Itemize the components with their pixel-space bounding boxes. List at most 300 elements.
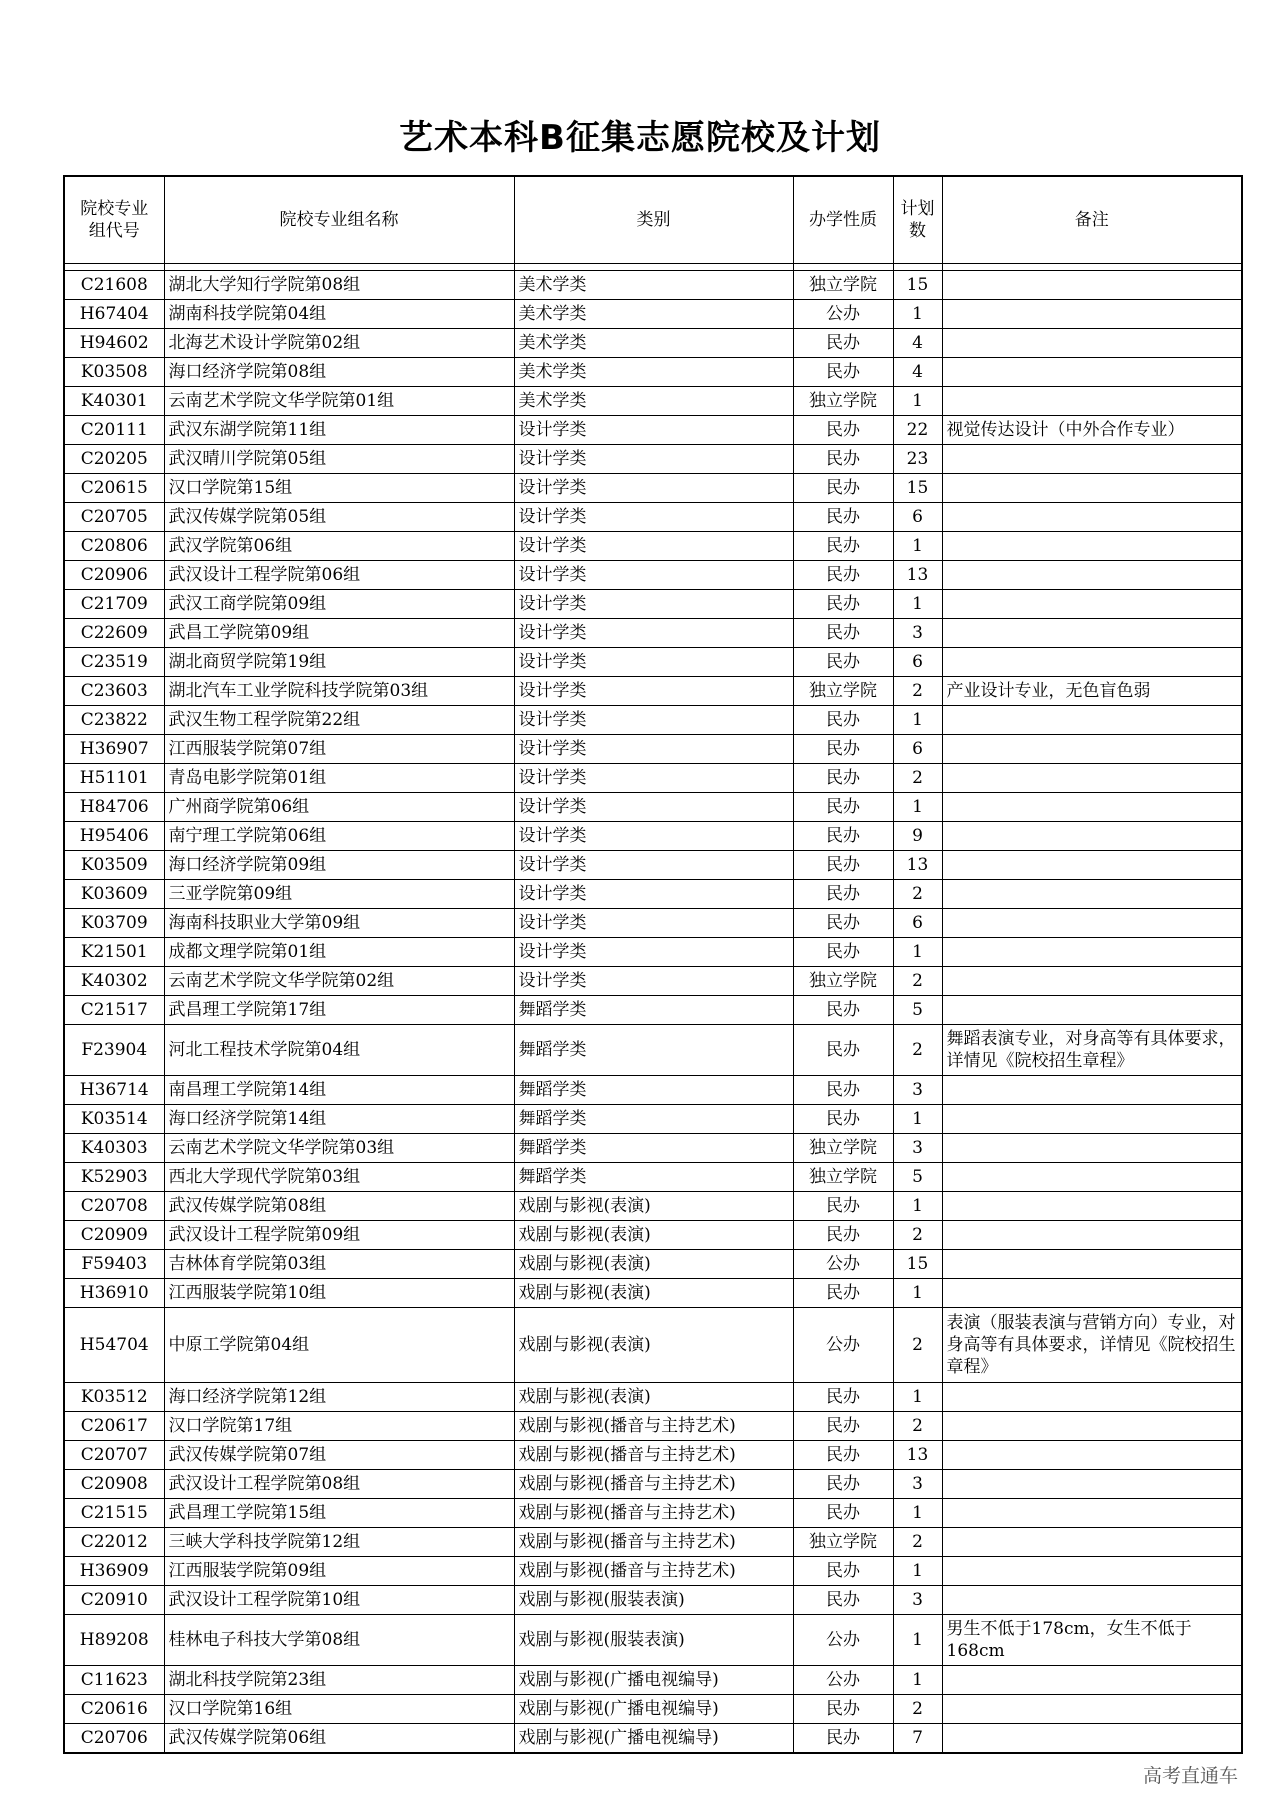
cell-code: C20806 — [64, 532, 164, 561]
cell-category: 戏剧与影视(广播电视编导) — [514, 1666, 793, 1695]
cell-name: 江西服装学院第09组 — [164, 1557, 514, 1586]
cell-note — [942, 1076, 1242, 1105]
table-row — [64, 938, 1242, 967]
cell-note — [942, 387, 1242, 416]
cell-code: C21517 — [64, 996, 164, 1025]
table-row — [64, 1250, 1242, 1279]
cell-category: 舞蹈学类 — [514, 1105, 793, 1134]
cell-plan: 4 — [893, 358, 942, 387]
cell-code: C20708 — [64, 1192, 164, 1221]
cell-plan: 15 — [893, 271, 942, 300]
cell-note — [942, 851, 1242, 880]
cell-code: C21608 — [64, 271, 164, 300]
cell-note: 表演（服装表演与营销方向）专业，对身高等有具体要求，详情见《院校招生章程》 — [942, 1308, 1242, 1383]
table-row — [64, 271, 1242, 300]
plan-table — [63, 175, 1243, 1754]
cell-code: C22012 — [64, 1528, 164, 1557]
cell-category: 美术学类 — [514, 387, 793, 416]
cell-nature: 民办 — [793, 996, 893, 1025]
cell-name: 江西服装学院第10组 — [164, 1279, 514, 1308]
cell-category: 戏剧与影视(播音与主持艺术) — [514, 1412, 793, 1441]
cell-note — [942, 648, 1242, 677]
cell-category: 美术学类 — [514, 271, 793, 300]
cell-plan: 2 — [893, 967, 942, 996]
cell-name: 湖北商贸学院第19组 — [164, 648, 514, 677]
cell-nature: 民办 — [793, 619, 893, 648]
cell-note — [942, 358, 1242, 387]
cell-category: 设计学类 — [514, 793, 793, 822]
cell-code: C20707 — [64, 1441, 164, 1470]
cell-code: C11623 — [64, 1666, 164, 1695]
table-row — [64, 648, 1242, 677]
cell-note — [942, 590, 1242, 619]
cell-name: 海口经济学院第08组 — [164, 358, 514, 387]
cell-code: H36909 — [64, 1557, 164, 1586]
cell-name: 湖北汽车工业学院科技学院第03组 — [164, 677, 514, 706]
cell-plan: 1 — [893, 1383, 942, 1412]
cell-note — [942, 1695, 1242, 1724]
cell-category: 戏剧与影视(广播电视编导) — [514, 1724, 793, 1754]
cell-name: 武汉学院第06组 — [164, 532, 514, 561]
cell-nature: 独立学院 — [793, 677, 893, 706]
cell-code: C20205 — [64, 445, 164, 474]
cell-name: 南宁理工学院第06组 — [164, 822, 514, 851]
cell-name: 湖北科技学院第23组 — [164, 1666, 514, 1695]
table-row — [64, 1279, 1242, 1308]
cell-category: 设计学类 — [514, 677, 793, 706]
cell-name: 海口经济学院第09组 — [164, 851, 514, 880]
cell-nature: 民办 — [793, 416, 893, 445]
cell-code: K03609 — [64, 880, 164, 909]
table-row — [64, 503, 1242, 532]
cell-category: 设计学类 — [514, 822, 793, 851]
cell-note — [942, 1666, 1242, 1695]
cell-plan: 1 — [893, 793, 942, 822]
cell-nature: 民办 — [793, 561, 893, 590]
cell-note — [942, 1105, 1242, 1134]
cell-category: 舞蹈学类 — [514, 1134, 793, 1163]
cell-plan: 2 — [893, 764, 942, 793]
cell-category: 戏剧与影视(表演) — [514, 1279, 793, 1308]
table-row — [64, 1105, 1242, 1134]
cell-plan: 1 — [893, 938, 942, 967]
cell-code: C20706 — [64, 1724, 164, 1754]
cell-category: 美术学类 — [514, 300, 793, 329]
cell-name: 云南艺术学院文华学院第01组 — [164, 387, 514, 416]
watermark: 高考直通车 — [1142, 1765, 1238, 1787]
cell-category: 设计学类 — [514, 619, 793, 648]
cell-code: C23519 — [64, 648, 164, 677]
cell-note — [942, 1163, 1242, 1192]
cell-nature: 民办 — [793, 706, 893, 735]
cell-code: C23603 — [64, 677, 164, 706]
cell-plan: 13 — [893, 1441, 942, 1470]
table-row — [64, 1528, 1242, 1557]
cell-nature: 民办 — [793, 1412, 893, 1441]
cell-name: 武汉东湖学院第11组 — [164, 416, 514, 445]
cell-category: 美术学类 — [514, 329, 793, 358]
cell-nature: 独立学院 — [793, 387, 893, 416]
cell-category: 设计学类 — [514, 851, 793, 880]
cell-plan: 3 — [893, 619, 942, 648]
table-row — [64, 735, 1242, 764]
cell-nature: 民办 — [793, 909, 893, 938]
cell-category: 设计学类 — [514, 764, 793, 793]
cell-nature: 民办 — [793, 938, 893, 967]
cell-nature: 民办 — [793, 1441, 893, 1470]
cell-plan: 23 — [893, 445, 942, 474]
cell-code: H36907 — [64, 735, 164, 764]
cell-code: H95406 — [64, 822, 164, 851]
cell-nature: 民办 — [793, 1192, 893, 1221]
cell-code: C20906 — [64, 561, 164, 590]
table-row — [64, 1134, 1242, 1163]
cell-nature: 独立学院 — [793, 1134, 893, 1163]
cell-note — [942, 764, 1242, 793]
cell-plan: 2 — [893, 1025, 942, 1076]
cell-category: 设计学类 — [514, 445, 793, 474]
cell-category: 戏剧与影视(表演) — [514, 1383, 793, 1412]
cell-category: 设计学类 — [514, 880, 793, 909]
cell-code: C20908 — [64, 1470, 164, 1499]
table-row — [64, 1586, 1242, 1615]
cell-nature: 民办 — [793, 1499, 893, 1528]
cell-plan: 1 — [893, 387, 942, 416]
cell-category: 戏剧与影视(广播电视编导) — [514, 1695, 793, 1724]
table-row — [64, 1666, 1242, 1695]
cell-code: K21501 — [64, 938, 164, 967]
cell-note — [942, 1586, 1242, 1615]
cell-plan: 6 — [893, 735, 942, 764]
cell-category: 戏剧与影视(表演) — [514, 1221, 793, 1250]
cell-code: K03512 — [64, 1383, 164, 1412]
header-name: 院校专业组名称 — [164, 176, 514, 264]
cell-category: 戏剧与影视(播音与主持艺术) — [514, 1441, 793, 1470]
cell-category: 设计学类 — [514, 532, 793, 561]
cell-plan: 6 — [893, 648, 942, 677]
cell-plan: 5 — [893, 996, 942, 1025]
cell-plan: 2 — [893, 677, 942, 706]
cell-code: C22609 — [64, 619, 164, 648]
cell-note — [942, 1499, 1242, 1528]
cell-category: 舞蹈学类 — [514, 1163, 793, 1192]
cell-nature: 民办 — [793, 822, 893, 851]
cell-category: 舞蹈学类 — [514, 996, 793, 1025]
cell-name: 武汉传媒学院第08组 — [164, 1192, 514, 1221]
cell-code: C20616 — [64, 1695, 164, 1724]
cell-plan: 2 — [893, 1695, 942, 1724]
cell-nature: 民办 — [793, 1470, 893, 1499]
cell-nature: 民办 — [793, 648, 893, 677]
cell-code: F23904 — [64, 1025, 164, 1076]
cell-note — [942, 1557, 1242, 1586]
cell-nature: 民办 — [793, 532, 893, 561]
cell-category: 设计学类 — [514, 706, 793, 735]
cell-plan: 3 — [893, 1470, 942, 1499]
cell-code: C21515 — [64, 1499, 164, 1528]
table-row — [64, 387, 1242, 416]
cell-plan: 1 — [893, 706, 942, 735]
cell-name: 海南科技职业大学第09组 — [164, 909, 514, 938]
cell-note — [942, 1441, 1242, 1470]
cell-name: 青岛电影学院第01组 — [164, 764, 514, 793]
cell-category: 舞蹈学类 — [514, 1025, 793, 1076]
cell-name: 汉口学院第15组 — [164, 474, 514, 503]
cell-note — [942, 619, 1242, 648]
header-category: 类别 — [514, 176, 793, 264]
table-row — [64, 1025, 1242, 1076]
table-row — [64, 561, 1242, 590]
cell-plan: 2 — [893, 1412, 942, 1441]
table-row — [64, 1724, 1242, 1754]
cell-name: 云南艺术学院文华学院第03组 — [164, 1134, 514, 1163]
cell-plan: 6 — [893, 503, 942, 532]
cell-note — [942, 909, 1242, 938]
table-row — [64, 1695, 1242, 1724]
cell-nature: 民办 — [793, 1695, 893, 1724]
cell-category: 设计学类 — [514, 735, 793, 764]
cell-plan: 1 — [893, 1105, 942, 1134]
cell-plan: 2 — [893, 1308, 942, 1383]
cell-name: 武汉生物工程学院第22组 — [164, 706, 514, 735]
cell-category: 戏剧与影视(服装表演) — [514, 1615, 793, 1666]
cell-note: 舞蹈表演专业，对身高等有具体要求，详情见《院校招生章程》 — [942, 1025, 1242, 1076]
cell-name: 湖南科技学院第04组 — [164, 300, 514, 329]
cell-category: 设计学类 — [514, 590, 793, 619]
cell-plan: 6 — [893, 909, 942, 938]
table-row — [64, 619, 1242, 648]
cell-note — [942, 967, 1242, 996]
cell-nature: 公办 — [793, 300, 893, 329]
table-row — [64, 851, 1242, 880]
cell-name: 三亚学院第09组 — [164, 880, 514, 909]
cell-note — [942, 300, 1242, 329]
cell-plan: 1 — [893, 590, 942, 619]
cell-nature: 公办 — [793, 1250, 893, 1279]
table-row — [64, 1163, 1242, 1192]
cell-note: 男生不低于178cm，女生不低于168cm — [942, 1615, 1242, 1666]
cell-nature: 民办 — [793, 590, 893, 619]
table-row — [64, 706, 1242, 735]
cell-category: 设计学类 — [514, 967, 793, 996]
cell-code: K52903 — [64, 1163, 164, 1192]
cell-plan: 2 — [893, 1528, 942, 1557]
cell-plan: 15 — [893, 474, 942, 503]
cell-note: 产业设计专业，无色盲色弱 — [942, 677, 1242, 706]
cell-name: 成都文理学院第01组 — [164, 938, 514, 967]
cell-code: C21709 — [64, 590, 164, 619]
cell-note — [942, 1528, 1242, 1557]
cell-name: 河北工程技术学院第04组 — [164, 1025, 514, 1076]
cell-name: 武昌理工学院第17组 — [164, 996, 514, 1025]
cell-category: 设计学类 — [514, 648, 793, 677]
cell-category: 设计学类 — [514, 909, 793, 938]
cell-code: H67404 — [64, 300, 164, 329]
table-row — [64, 1557, 1242, 1586]
cell-note — [942, 271, 1242, 300]
cell-nature: 独立学院 — [793, 1163, 893, 1192]
cell-nature: 民办 — [793, 1105, 893, 1134]
cell-note — [942, 532, 1242, 561]
cell-plan: 3 — [893, 1076, 942, 1105]
cell-name: 三峡大学科技学院第12组 — [164, 1528, 514, 1557]
cell-nature: 民办 — [793, 1221, 893, 1250]
cell-name: 武昌工学院第09组 — [164, 619, 514, 648]
cell-name: 北海艺术设计学院第02组 — [164, 329, 514, 358]
cell-name: 武汉传媒学院第05组 — [164, 503, 514, 532]
cell-category: 戏剧与影视(表演) — [514, 1250, 793, 1279]
cell-name: 武汉工商学院第09组 — [164, 590, 514, 619]
table-row — [64, 764, 1242, 793]
table-row — [64, 880, 1242, 909]
cell-nature: 民办 — [793, 329, 893, 358]
cell-code: H36714 — [64, 1076, 164, 1105]
cell-note — [942, 503, 1242, 532]
table-row — [64, 1221, 1242, 1250]
cell-name: 吉林体育学院第03组 — [164, 1250, 514, 1279]
table-row — [64, 1441, 1242, 1470]
cell-note — [942, 1383, 1242, 1412]
header-spacer — [64, 264, 1242, 271]
cell-code: H54704 — [64, 1308, 164, 1383]
cell-note — [942, 996, 1242, 1025]
cell-category: 设计学类 — [514, 938, 793, 967]
cell-name: 桂林电子科技大学第08组 — [164, 1615, 514, 1666]
cell-name: 中原工学院第04组 — [164, 1308, 514, 1383]
cell-category: 设计学类 — [514, 416, 793, 445]
cell-note — [942, 938, 1242, 967]
cell-note: 视觉传达设计（中外合作专业） — [942, 416, 1242, 445]
cell-name: 武昌理工学院第15组 — [164, 1499, 514, 1528]
table-row — [64, 909, 1242, 938]
cell-code: C20111 — [64, 416, 164, 445]
cell-nature: 民办 — [793, 1383, 893, 1412]
cell-name: 武汉设计工程学院第08组 — [164, 1470, 514, 1499]
cell-nature: 公办 — [793, 1308, 893, 1383]
cell-code: C20909 — [64, 1221, 164, 1250]
table-row — [64, 445, 1242, 474]
cell-nature: 民办 — [793, 358, 893, 387]
cell-note — [942, 822, 1242, 851]
header-note: 备注 — [942, 176, 1242, 264]
cell-nature: 民办 — [793, 851, 893, 880]
table-row — [64, 1412, 1242, 1441]
cell-nature: 独立学院 — [793, 1528, 893, 1557]
cell-plan: 22 — [893, 416, 942, 445]
cell-note — [942, 1279, 1242, 1308]
cell-name: 武汉设计工程学院第09组 — [164, 1221, 514, 1250]
cell-code: C20910 — [64, 1586, 164, 1615]
table-row — [64, 1470, 1242, 1499]
table-row — [64, 300, 1242, 329]
cell-code: H36910 — [64, 1279, 164, 1308]
cell-name: 广州商学院第06组 — [164, 793, 514, 822]
table-row — [64, 329, 1242, 358]
cell-note — [942, 1192, 1242, 1221]
cell-code: K40302 — [64, 967, 164, 996]
table-row — [64, 1499, 1242, 1528]
cell-category: 设计学类 — [514, 561, 793, 590]
cell-plan: 1 — [893, 532, 942, 561]
cell-name: 海口经济学院第14组 — [164, 1105, 514, 1134]
cell-code: H94602 — [64, 329, 164, 358]
cell-code: H89208 — [64, 1615, 164, 1666]
header-nature: 办学性质 — [793, 176, 893, 264]
cell-nature: 民办 — [793, 474, 893, 503]
table-row — [64, 1308, 1242, 1383]
header-plan: 计划数 — [893, 176, 942, 264]
cell-nature: 民办 — [793, 735, 893, 764]
cell-plan: 2 — [893, 880, 942, 909]
table-row — [64, 996, 1242, 1025]
cell-code: K03509 — [64, 851, 164, 880]
table-row — [64, 677, 1242, 706]
cell-name: 汉口学院第16组 — [164, 1695, 514, 1724]
cell-name: 武汉设计工程学院第10组 — [164, 1586, 514, 1615]
table-row — [64, 474, 1242, 503]
cell-name: 南昌理工学院第14组 — [164, 1076, 514, 1105]
cell-name: 武汉设计工程学院第06组 — [164, 561, 514, 590]
table-row — [64, 1615, 1242, 1666]
cell-plan: 7 — [893, 1724, 942, 1754]
cell-name: 汉口学院第17组 — [164, 1412, 514, 1441]
cell-code: K40303 — [64, 1134, 164, 1163]
cell-category: 戏剧与影视(表演) — [514, 1308, 793, 1383]
table-row — [64, 967, 1242, 996]
cell-code: K03508 — [64, 358, 164, 387]
cell-nature: 民办 — [793, 1586, 893, 1615]
cell-code: K03709 — [64, 909, 164, 938]
cell-name: 武汉传媒学院第06组 — [164, 1724, 514, 1754]
cell-nature: 民办 — [793, 793, 893, 822]
cell-note — [942, 329, 1242, 358]
cell-code: K03514 — [64, 1105, 164, 1134]
cell-category: 设计学类 — [514, 503, 793, 532]
table-row — [64, 1192, 1242, 1221]
page-title: 艺术本科B征集志愿院校及计划 — [399, 118, 881, 158]
cell-category: 戏剧与影视(播音与主持艺术) — [514, 1557, 793, 1586]
cell-note — [942, 735, 1242, 764]
cell-plan: 1 — [893, 1499, 942, 1528]
cell-code: C20705 — [64, 503, 164, 532]
table-row — [64, 793, 1242, 822]
cell-plan: 9 — [893, 822, 942, 851]
cell-nature: 民办 — [793, 503, 893, 532]
cell-plan: 1 — [893, 1615, 942, 1666]
cell-plan: 3 — [893, 1134, 942, 1163]
cell-note — [942, 1134, 1242, 1163]
cell-plan: 13 — [893, 561, 942, 590]
cell-note — [942, 1221, 1242, 1250]
cell-note — [942, 793, 1242, 822]
cell-code: C20615 — [64, 474, 164, 503]
cell-name: 武汉晴川学院第05组 — [164, 445, 514, 474]
cell-category: 戏剧与影视(播音与主持艺术) — [514, 1470, 793, 1499]
cell-code: F59403 — [64, 1250, 164, 1279]
cell-name: 海口经济学院第12组 — [164, 1383, 514, 1412]
cell-plan: 15 — [893, 1250, 942, 1279]
cell-plan: 4 — [893, 329, 942, 358]
cell-note — [942, 445, 1242, 474]
table-row — [64, 416, 1242, 445]
cell-nature: 民办 — [793, 880, 893, 909]
cell-note — [942, 880, 1242, 909]
table-row — [64, 1383, 1242, 1412]
cell-code: C23822 — [64, 706, 164, 735]
cell-category: 戏剧与影视(服装表演) — [514, 1586, 793, 1615]
cell-code: H84706 — [64, 793, 164, 822]
cell-name: 西北大学现代学院第03组 — [164, 1163, 514, 1192]
